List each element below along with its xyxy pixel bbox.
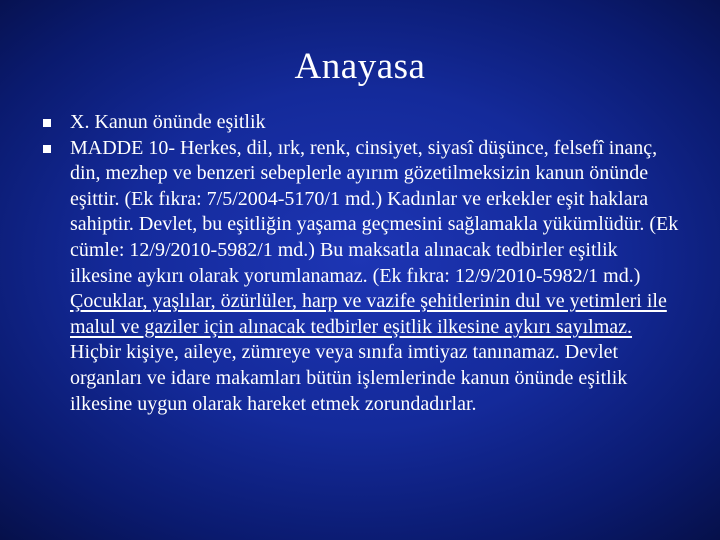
square-bullet-icon [43,119,51,127]
slide-title: Anayasa [294,46,426,87]
bullet-text: X. Kanun önünde eşitlik [70,111,266,133]
bullet-item-article [40,136,680,418]
article-text-underlined: Çocuklar, yaşlılar, özürlüler, harp ve vazife şehitlerinin dul ve yetimleri ile malul ve gaziler için alınacak tedbirler eşitlik ilkesine aykırı sayılmaz. [70,290,667,338]
article-text-conclusion: Hiçbir kişiye, aileye, zümreye veya sınıfa imtiyaz tanınamaz. Devlet organları ve idare makamları bütün işlemlerinde kanun önünde eşitlik ilkesine uygun olarak hareket etmek zorundadırlar. [70,341,628,415]
square-bullet-icon [43,145,51,153]
bullet-list [40,110,680,417]
article-text-intro: MADDE 10- Herkes, dil, ırk, renk, cinsiyet, siyasî düşünce, felsefî inanç, din, mezhep ve benzeri sebeplerle ayırım gözetilmeksizin kanun önünde eşittir. (Ek fıkra: 7/5/2004-5170/1 md.) Kadınlar ve erkekler eşit haklara sahiptir. Devlet, bu eşitliğin yaşama geçmesini sağlamakla yükümlüdür. (Ek cümle: 12/9/2010-5982/1 md.) Bu maksatla alınacak tedbirler eşitlik ilkesine aykırı olarak yorumlanamaz. (Ek fıkra: 12/9/2010-5982/1 md.) [70,136,679,287]
bullet-item-heading [40,110,680,136]
